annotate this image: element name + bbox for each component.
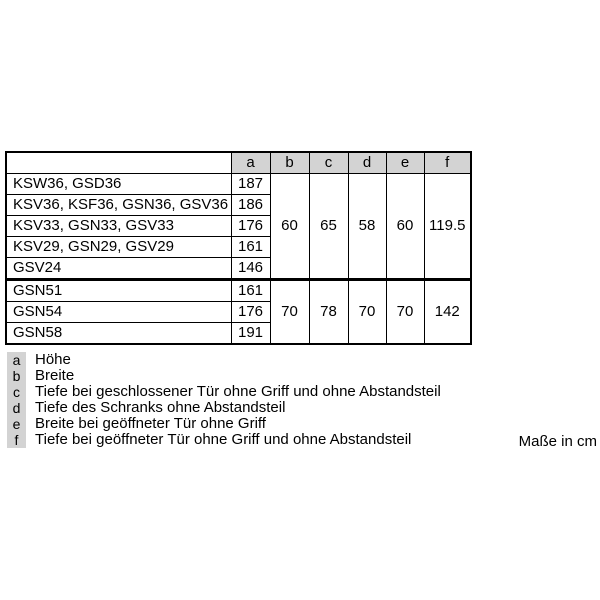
legend-key: c [7,384,26,400]
table-row [6,174,471,195]
legend-key: b [7,368,26,384]
legend-label: Tiefe bei geschlossener Tür ohne Griff und ohne Abstandsteil [35,383,441,400]
legend-key: e [7,416,26,432]
height-value-cell: 187 [231,174,270,195]
units-note: Maße in cm [518,433,597,450]
group2-width-open-cell: 70 [386,280,424,345]
model-cell: KSV29, GSN29, GSV29 [6,237,231,258]
group2-depth-open-cell: 142 [424,280,471,345]
height-value-cell: 161 [231,237,270,258]
model-cell: GSN51 [6,280,231,302]
group2-width-cell: 70 [270,280,309,345]
legend-label: Tiefe des Schranks ohne Abstandsteil [35,399,286,416]
legend-item [7,400,441,416]
group2-depth-closed-cell: 78 [309,280,348,345]
model-cell: GSN54 [6,302,231,323]
model-cell: KSV36, KSF36, GSN36, GSV36 [6,195,231,216]
legend-item [7,352,441,368]
header-row [6,152,471,174]
group1-width-open-cell: 60 [386,174,424,280]
column-header-c: c [309,152,348,174]
model-cell: GSN58 [6,323,231,345]
legend-item [7,416,441,432]
model-cell: KSW36, GSD36 [6,174,231,195]
column-header-a: a [231,152,270,174]
height-value-cell: 176 [231,216,270,237]
legend [7,352,441,448]
group1-cabinet-depth-cell: 58 [348,174,386,280]
column-header-e: e [386,152,424,174]
legend-item [7,368,441,384]
height-value-cell: 191 [231,323,270,345]
column-header-b: b [270,152,309,174]
legend-label: Höhe [35,351,71,368]
legend-item [7,432,441,448]
column-header-f: f [424,152,471,174]
model-cell: KSV33, GSN33, GSV33 [6,216,231,237]
legend-item [7,384,441,400]
legend-label: Tiefe bei geöffneter Tür ohne Griff und ohne Abstandsteil [35,431,412,448]
legend-key: a [7,352,26,368]
model-cell: GSV24 [6,258,231,280]
legend-label: Breite [35,367,75,384]
height-value-cell: 176 [231,302,270,323]
dimensions-table [5,151,472,345]
legend-label: Breite bei geöffneter Tür ohne Griff [35,415,266,432]
group1-width-cell: 60 [270,174,309,280]
group2-cabinet-depth-cell: 70 [348,280,386,345]
legend-key: d [7,400,26,416]
height-value-cell: 146 [231,258,270,280]
height-value-cell: 161 [231,280,270,302]
group1-depth-open-cell: 119.5 [424,174,471,280]
legend-key: f [7,432,26,448]
corner-cell [6,152,231,174]
height-value-cell: 186 [231,195,270,216]
table-row [6,280,471,302]
column-header-d: d [348,152,386,174]
group1-depth-closed-cell: 65 [309,174,348,280]
